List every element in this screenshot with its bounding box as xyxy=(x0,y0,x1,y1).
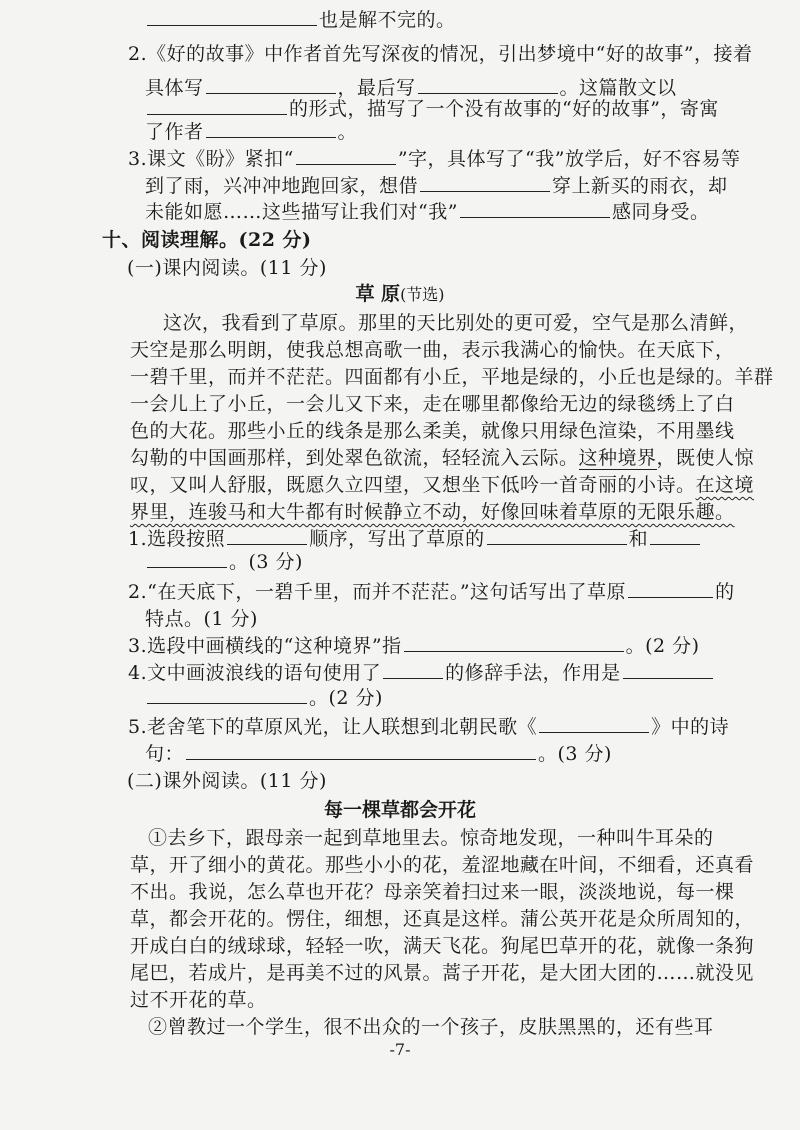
q9-question-2-line-2: 具体写 ，最后写 。这篇散文以 xyxy=(145,77,677,99)
wavy-underlined-sentence: 界里，连骏马和大牛都有时候静立不动，好像回味着草原的无限乐趣。 xyxy=(130,501,735,523)
passage-2-line: 尾巴，若成片，是再美不过的风景。蒿子开花，是大团大团的……就没见 xyxy=(130,962,755,984)
passage-1-line: 这次，我看到了草原。那里的天比别处的更可爱，空气是那么清鲜， xyxy=(163,312,749,334)
passage-2-line: 开成白白的绒球球，轻轻一吹，满天飞花。狗尾巴草开的花，就像一条狗 xyxy=(130,935,755,957)
passage-2-line: 草，开了细小的黄花。那些小小的花，羞涩地藏在叶间，不细看，还真看 xyxy=(130,854,755,876)
reading-question-4: 4.文中画波浪线的语句使用了 的修辞手法，作用是 xyxy=(128,659,715,687)
passage-1-line: 一会儿上了小丘，一会儿又下来，走在哪里都像给无边的绿毯绣上了白 xyxy=(130,393,735,415)
part-2-heading: (二)课外阅读。(11 分) xyxy=(127,770,327,792)
passage-1-line: 勾勒的中国画那样，到处翠色欲流，轻轻流入云际。这种境界，既使人惊 xyxy=(130,447,755,469)
passage-2-line: 草，都会开花的。愣住，细想，还真是这样。蒲公英开花是众所周知的， xyxy=(130,908,755,930)
answer-blank[interactable] xyxy=(227,526,307,545)
passage-2-line: ①去乡下，跟母亲一起到草地里去。惊奇地发现，一种叫牛耳朵的 xyxy=(148,827,714,849)
q9-line-1: 也是解不完的。 xyxy=(145,6,456,34)
passage-1-line: 一碧千里，而并不茫茫。四面都有小丘，平地是绿的，小丘也是绿的。羊群 xyxy=(130,366,774,388)
reading-question-1: 1.选段按照 顺序，写出了草原的 和 xyxy=(128,525,702,553)
answer-blank[interactable] xyxy=(296,146,396,165)
answer-blank[interactable] xyxy=(147,685,307,704)
passage-2-line: 过不开花的草。 xyxy=(130,989,267,1011)
passage-1-line: 叹，又叫人舒服，既愿久立四望，又想坐下低吟一首奇丽的小诗。在这境 xyxy=(130,474,755,496)
answer-blank[interactable] xyxy=(650,526,700,545)
passage-2-line: 不出。我说，怎么草也开花？母亲笑着扫过来一眼，淡淡地说，每一棵 xyxy=(130,881,735,903)
wavy-underlined-sentence: 在这境 xyxy=(695,474,755,496)
answer-blank[interactable] xyxy=(147,96,287,115)
reading-question-5: 5.老舍笔下的草原风光，让人联想到北朝民歌《 》中的诗 xyxy=(128,716,730,738)
page-number: -7- xyxy=(389,1040,411,1059)
answer-blank[interactable] xyxy=(206,75,336,94)
answer-blank[interactable] xyxy=(383,660,443,679)
answer-blank[interactable] xyxy=(418,75,558,94)
passage-2-line: ②曾教过一个学生，很不出众的一个孩子，皮肤黑黑的，还有些耳 xyxy=(148,1016,714,1038)
passage-1-line: 天空是那么明朗，使我总想高歌一曲，表示我满心的愉快。在天底下， xyxy=(130,339,735,361)
q9-question-2: 2.《好的故事》中作者首先写深夜的情况，引出梦境中“好的故事”，接着 xyxy=(128,43,753,65)
answer-blank[interactable] xyxy=(487,526,627,545)
answer-blank[interactable] xyxy=(539,714,649,733)
answer-blank[interactable] xyxy=(147,549,227,568)
underlined-phrase: 这种境界 xyxy=(578,447,657,469)
q9-question-2-line-4: 了作者 。 xyxy=(145,121,358,143)
q9-question-3-line-2: 到了雨，兴冲冲地跑回家，想借 穿上新买的雨衣，却 xyxy=(145,175,728,197)
answer-blank[interactable] xyxy=(147,7,317,26)
reading-question-4-line-2: 。(2 分) xyxy=(145,684,383,712)
section-10-heading: 十、阅读理解。(22 分) xyxy=(102,229,312,251)
q9-question-3-line-3: 未能如愿……这些描写让我们对“我” 感同身受。 xyxy=(145,201,710,223)
answer-blank[interactable] xyxy=(186,741,536,760)
answer-blank[interactable] xyxy=(404,633,624,652)
passage-1-title: 草 原(节选) xyxy=(355,283,445,305)
answer-blank[interactable] xyxy=(623,660,713,679)
passage-1-line: 色的大花。那些小丘的线条是那么柔美，就像只用绿色渲染，不用墨线 xyxy=(130,420,735,442)
q9-question-2-line-3: 的形式，描写了一个没有故事的“好的故事”，寄寓 xyxy=(145,95,719,123)
reading-question-5-line-2: 句： 。(3 分) xyxy=(145,743,612,765)
answer-blank[interactable] xyxy=(628,579,713,598)
reading-question-1-line-2: 。(3 分) xyxy=(145,548,303,576)
reading-question-2-line-2: 特点。(1 分) xyxy=(145,608,258,630)
passage-1-line xyxy=(130,498,735,526)
answer-blank[interactable] xyxy=(206,119,336,138)
reading-question-3: 3.选段中画横线的“这种境界”指 。(2 分) xyxy=(128,635,700,657)
passage-2-title: 每一棵草都会开花 xyxy=(323,799,476,821)
answer-blank[interactable] xyxy=(420,173,550,192)
q9-question-3: 3.课文《盼》紧扣“ ”字，具体写了“我”放学后，好不容易等 xyxy=(128,148,741,170)
part-1-heading: (一)课内阅读。(11 分) xyxy=(127,257,327,279)
reading-question-2: 2.“在天底下，一碧千里，而并不茫茫。”这句话写出了草原 的 xyxy=(128,581,735,603)
answer-blank[interactable] xyxy=(460,199,610,218)
